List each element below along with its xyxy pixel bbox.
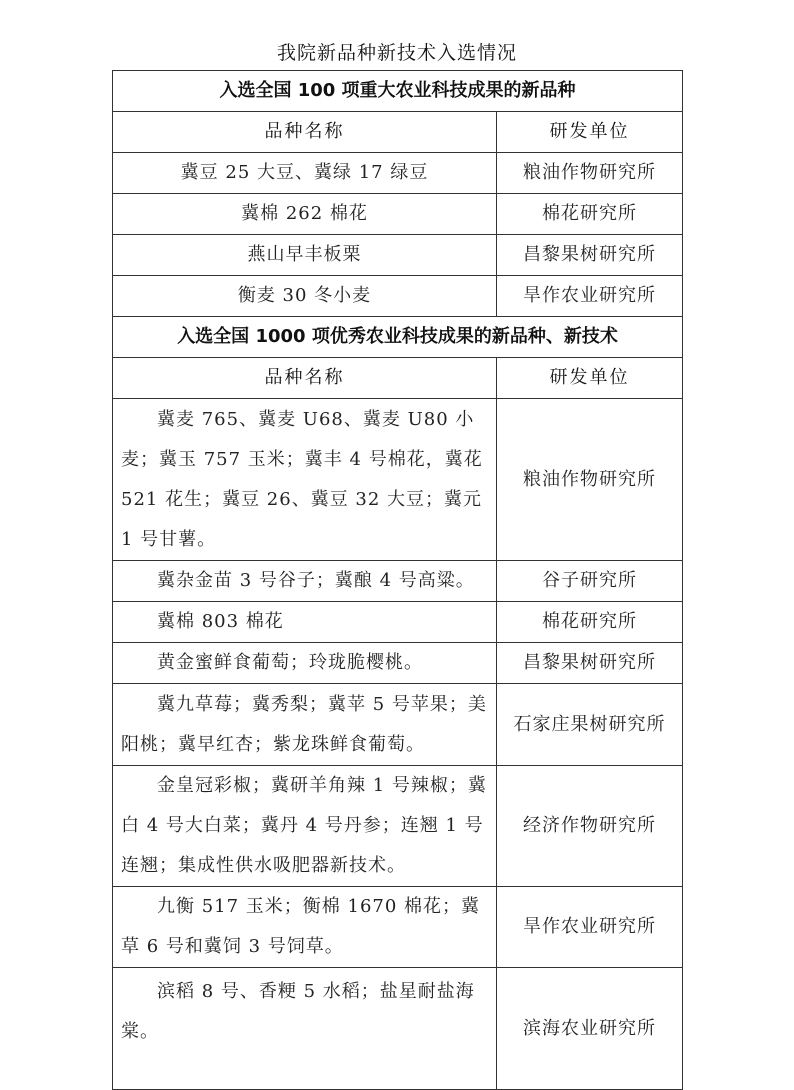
table-row <box>113 643 683 684</box>
section2-header-row <box>113 358 683 399</box>
table-row <box>113 235 683 276</box>
varieties-table <box>112 70 683 1090</box>
unit-cell: 石家庄果树研究所 <box>497 684 683 766</box>
table-row <box>113 602 683 643</box>
table-row <box>113 276 683 317</box>
variety-cell: 金皇冠彩椒；冀研羊角辣 1 号辣椒；冀白 4 号大白菜；冀丹 4 号丹参；连翘 1 号连翘；集成性供水吸肥器新技术。 <box>113 766 497 887</box>
section1-header-row <box>113 112 683 153</box>
column-header-variety: 品种名称 <box>113 112 497 153</box>
unit-cell: 谷子研究所 <box>497 561 683 602</box>
unit-cell: 粮油作物研究所 <box>497 153 683 194</box>
variety-cell: 冀麦 765、冀麦 U68、冀麦 U80 小麦；冀玉 757 玉米；冀丰 4 号棉花，冀花 521 花生；冀豆 26、冀豆 32 大豆；冀元 1 号甘薯。 <box>113 399 497 561</box>
unit-cell: 经济作物研究所 <box>497 766 683 887</box>
table-row <box>113 399 683 561</box>
table-row <box>113 887 683 968</box>
section2-heading: 入选全国 1000 项优秀农业科技成果的新品种、新技术 <box>113 317 683 358</box>
unit-cell: 粮油作物研究所 <box>497 399 683 561</box>
table-row <box>113 194 683 235</box>
variety-cell: 黄金蜜鲜食葡萄；玲珑脆樱桃。 <box>113 643 497 684</box>
unit-cell: 昌黎果树研究所 <box>497 643 683 684</box>
column-header-unit: 研发单位 <box>497 358 683 399</box>
table-row <box>113 561 683 602</box>
variety-cell: 冀九草莓；冀秀梨；冀苹 5 号苹果；美阳桃；冀早红杏；紫龙珠鲜食葡萄。 <box>113 684 497 766</box>
variety-cell: 九衡 517 玉米；衡棉 1670 棉花；冀草 6 号和冀饲 3 号饲草。 <box>113 887 497 968</box>
table-row <box>113 968 683 1090</box>
table-row <box>113 153 683 194</box>
variety-cell: 燕山早丰板栗 <box>113 235 497 276</box>
variety-cell: 冀杂金苗 3 号谷子；冀酿 4 号高粱。 <box>113 561 497 602</box>
unit-cell: 旱作农业研究所 <box>497 276 683 317</box>
variety-cell: 滨稻 8 号、香粳 5 水稻；盐星耐盐海棠。 <box>113 968 497 1090</box>
variety-cell: 冀豆 25 大豆、冀绿 17 绿豆 <box>113 153 497 194</box>
unit-cell: 棉花研究所 <box>497 602 683 643</box>
unit-cell: 昌黎果树研究所 <box>497 235 683 276</box>
section2-heading-row <box>113 317 683 358</box>
column-header-unit: 研发单位 <box>497 112 683 153</box>
section1-heading-row <box>113 71 683 112</box>
table-row <box>113 684 683 766</box>
section1-heading: 入选全国 100 项重大农业科技成果的新品种 <box>113 71 683 112</box>
variety-cell: 冀棉 262 棉花 <box>113 194 497 235</box>
variety-cell: 冀棉 803 棉花 <box>113 602 497 643</box>
table-row <box>113 766 683 887</box>
variety-cell: 衡麦 30 冬小麦 <box>113 276 497 317</box>
unit-cell: 棉花研究所 <box>497 194 683 235</box>
column-header-variety: 品种名称 <box>113 358 497 399</box>
unit-cell: 滨海农业研究所 <box>497 968 683 1090</box>
page-title: 我院新品种新技术入选情况 <box>276 42 517 64</box>
unit-cell: 旱作农业研究所 <box>497 887 683 968</box>
